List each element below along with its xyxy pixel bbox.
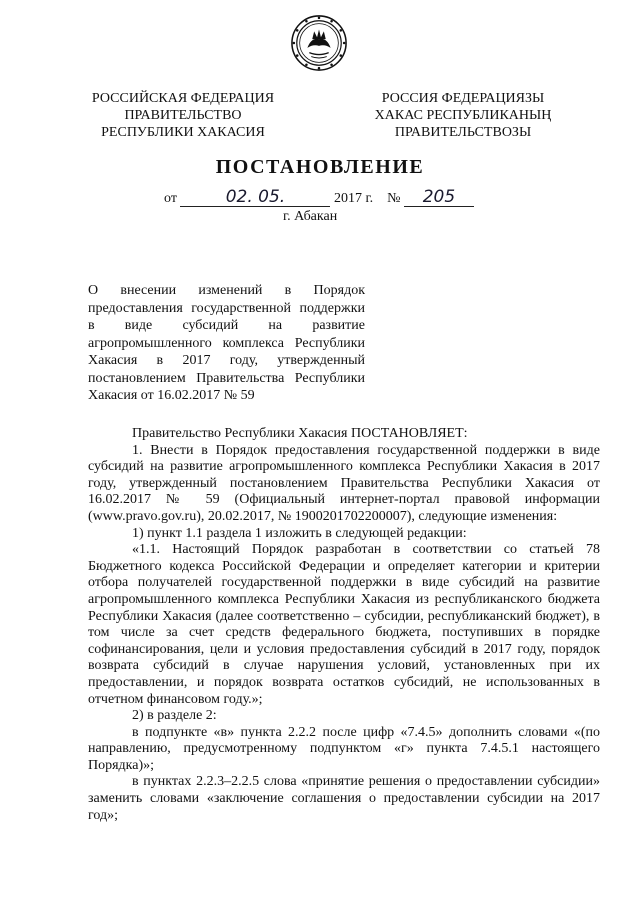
body-paragraph: 1) пункт 1.1 раздела 1 изложить в следующей редакции: bbox=[132, 525, 467, 541]
header-russian-block bbox=[88, 90, 278, 141]
body-paragraph: в пунктах 2.2.3–2.2.5 слова «принятие решения о предоставлении субсидии» заменить словами «заключение соглашения о предоставлении субсидии на 2017 год»; bbox=[88, 774, 600, 823]
header-left-line: ПРАВИТЕЛЬСТВО bbox=[124, 108, 242, 123]
number-label: № bbox=[387, 191, 401, 206]
body-paragraph: в подпункте «в» пункта 2.2.2 после цифр «7.4.5» дополнить словами «(по направлению, предусмотренному подпунктом «г» пункта 7.4.5.1 настоящего Порядка)»; bbox=[88, 724, 600, 773]
document-body bbox=[88, 426, 600, 824]
header-left-line: РОССИЙСКАЯ ФЕДЕРАЦИЯ bbox=[91, 91, 275, 106]
body-paragraph: «1.1. Настоящий Порядок разработан в соответствии со статьей 78 Бюджетного кодекса Российской Федерации и определяет категории и критерии отбора получателей государственной поддержки в виде субсидий на развитие агропромышленного комплекса Республики Хакасия из республиканского бюджета Республики Хакасия (далее соответственно – субсидии, республиканский бюджет), в том числе за счет средств федерального бюджета, поступивших в порядке софинансирования, цели и условия предоставления субсидий в 2017 году, порядок возврата субсидий в случае нарушения условий, установленных при их предоставлении, и порядок возврата остатков субсидий, не использованных в отчетном финансовом году.»; bbox=[88, 542, 600, 707]
header-khakas-block bbox=[368, 90, 558, 141]
year-label: 2017 г. bbox=[333, 191, 374, 206]
body-paragraph: Правительство Республики Хакасия ПОСТАНОВЛЯЕТ: bbox=[132, 426, 468, 441]
handwritten-number: 205 bbox=[404, 189, 474, 207]
header-right-line: ХАКАС РЕСПУБЛИКАНЫҢ bbox=[374, 108, 552, 123]
document-title: ПОСТАНОВЛЕНИЕ bbox=[215, 156, 425, 178]
body-paragraph: 1. Внести в Порядок предоставления государственной поддержки в виде субсидий на развитие агропромышленного комплекса Республики Хакасия в 2017 году, утвержденный постановлением Правительства Республики Хакасия от 16.02.2017 № 59 (Официальный интернет-портал правовой информации (www.pravo.gov.ru), 20.02.2017, № 1900201702200007), следующие изменения: bbox=[88, 442, 600, 524]
coat-of-arms-emblem bbox=[290, 14, 348, 72]
date-number-line bbox=[164, 189, 474, 207]
header-right-line: РОССИЯ ФЕДЕРАЦИЯЗЫ bbox=[381, 91, 545, 106]
handwritten-date: 02. 05. bbox=[180, 189, 330, 207]
subject-block: О внесении изменений в Порядок предоставления государственной поддержки в виде субсидий на развитие агропромышленного комплекса Республики Хакасия в 2017 году, утвержденный постановлением Правительства Республики Хакасия от 16.02.2017 № 59 bbox=[88, 283, 365, 403]
from-label: от bbox=[164, 191, 177, 206]
header-left-line: РЕСПУБЛИКИ ХАКАСИЯ bbox=[101, 125, 265, 140]
body-paragraph: 2) в разделе 2: bbox=[132, 708, 217, 724]
emblem-icon bbox=[290, 14, 348, 72]
city-label: г. Абакан bbox=[283, 209, 338, 224]
header-right-line: ПРАВИТЕЛЬСТВОЗЫ bbox=[394, 125, 532, 140]
